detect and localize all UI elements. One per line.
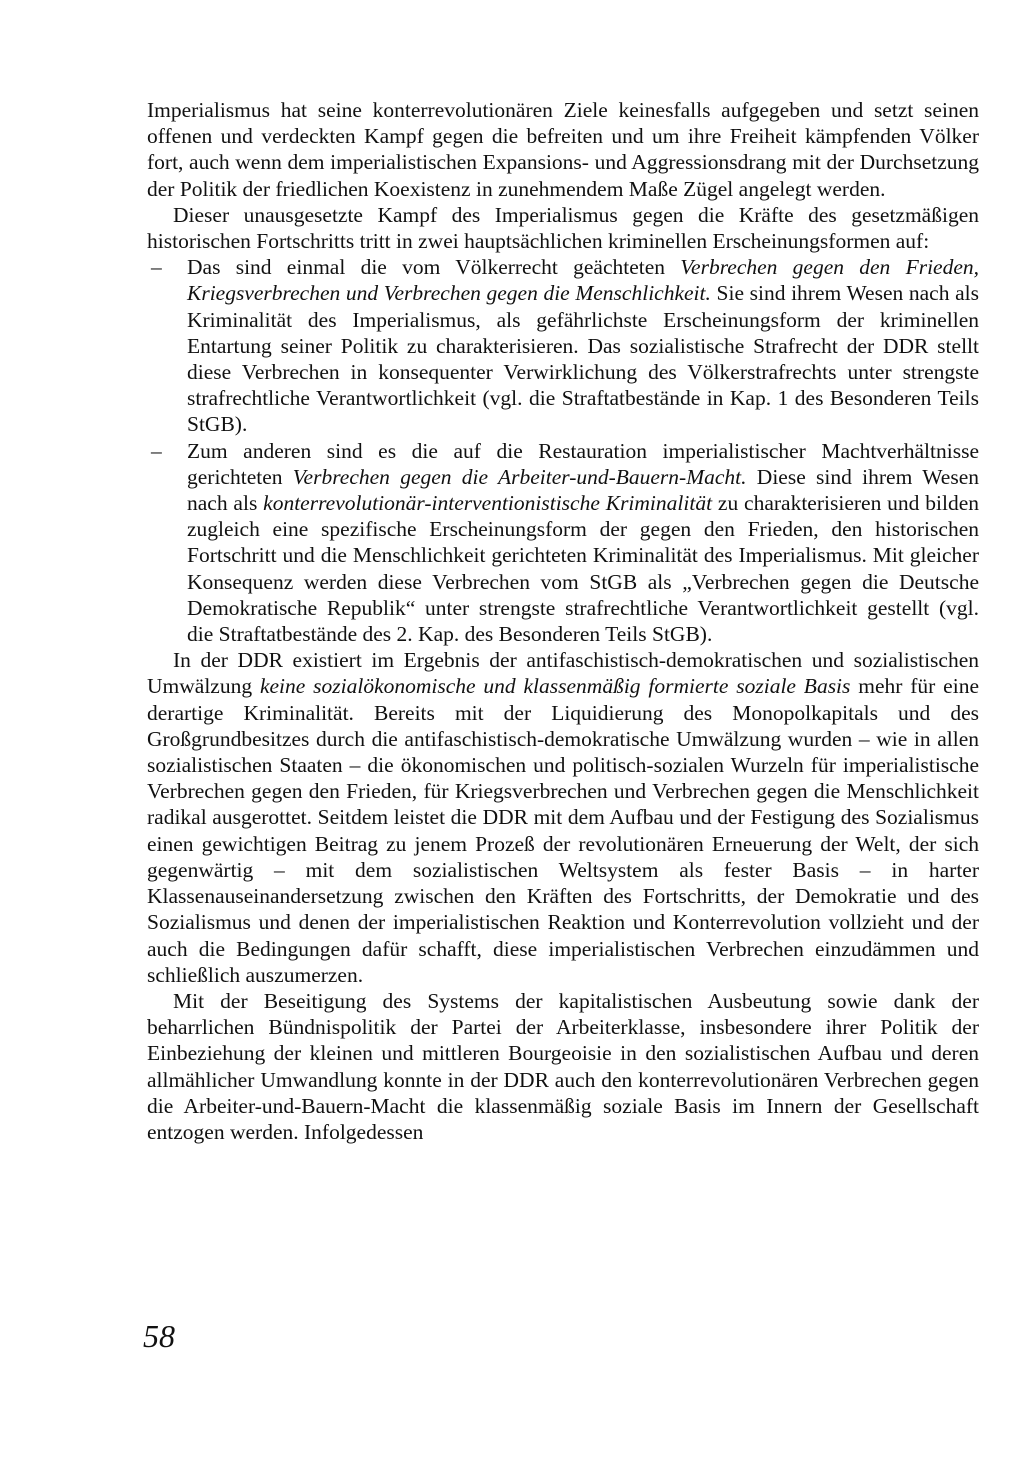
dash-bullet: –: [151, 255, 162, 280]
paragraph-ddr: In der DDR existiert im Ergebnis der antifaschistisch-demokratischen und sozialistischen Umwälzung keine sozialökonomische und klassenmäßig formierte soziale Basis mehr für eine derartige Kriminalität. Bereits mit der Liquidierung des Monopolkapitals und des Großgrundbesitzes durch die antifaschistisch-demokratische Umwälzung wurden – wie in allen sozialistischen Staaten – die ökonomischen und politisch-sozialen Wurzeln für imperialistische Verbrechen gegen den Frieden, für Kriegsverbrechen und Verbrechen gegen die Menschlichkeit radikal ausgerottet. Seitdem leistet die DDR mit dem Aufbau und der Festigung des Sozialismus einen gewichtigen Beitrag zu jenem Prozeß der revolutionären Erneuerung der Welt, der sich gegenwärtig – mit dem sozialistischen Weltsystem als fester Basis – in harter Klassenauseinandersetzung zwischen den Kräften des Fortschritts, der Demokratie und des Sozialismus und denen der imperialistischen Reaktion und Konterrevolution vollzieht und der auch die Bedingungen dafür schafft, diese imperialistischen Verbrechen einzudämmen und schließlich auszumerzen.: [147, 648, 979, 987]
list-item-1: – Das sind einmal die vom Völkerrecht geächteten Verbrechen gegen den Frieden, Kriegsverbrechen und Verbrechen gegen die Menschlichkeit. Sie sind ihrem Wesen nach als Kriminalität des Imperialismus, als gefährlichste Erscheinungsform der kriminellen Entartung seiner Politik zu charakterisieren. Das sozialistische Strafrecht der DDR stellt diese Verbrechen in konsequenter Verwirklichung des Völkerstrafrechts unter strengste strafrechtliche Verantwortlichkeit (vgl. die Straftatbestände in Kap. 1 des Besonderen Teils StGB).: [151, 255, 979, 437]
emphasis-text: keine sozialökonomische und klassenmäßig formierte soziale Basis: [259, 674, 851, 699]
list-item-2: – Zum anderen sind es die auf die Restauration imperialistischer Machtverhältnisse gerichteten Verbrechen gegen die Arbeiter-und-Bauern-Macht. Diese sind ihrem Wesen nach als konterrevolutionär-interventionistische Kriminalität zu charakterisieren und bilden zugleich eine spezifische Erscheinungsform der gegen den Frieden, den historischen Fortschritt und die Menschlichkeit gerichteten Kriminalität des Imperialismus. Mit gleicher Konsequenz werden diese Verbrechen vom StGB als „Verbrechen gegen die Deutsche Demokratische Republik“ unter strengste strafrechtliche Verantwortlichkeit gestellt (vgl. die Straftatbestände des 2. Kap. des Besonderen Teils StGB).: [151, 438, 979, 647]
body-text: [147, 97, 979, 1145]
paragraph-continuation: Imperialismus hat seine konterrevolutionären Ziele keinesfalls aufgegeben und setzt seinen offenen und verdeckten Kampf gegen die befreiten und um ihre Freiheit kämpfenden Völker fort, auch wenn dem imperialistischen Expansions- und Aggressionsdrang mit der Durchsetzung der Politik der friedlichen Koexistenz in zunehmendem Maße Zügel angelegt werden.: [147, 98, 979, 201]
paragraph-final: Mit der Beseitigung des Systems der kapitalistischen Ausbeutung sowie dank der beharrlichen Bündnispolitik der Partei der Arbeiterklasse, insbesondere ihrer Politik der Einbeziehung der kleinen und mittleren Bourgeoisie in den sozialistischen Aufbau und deren allmählicher Umwandlung konnte in der DDR auch den konterrevolutionären Verbrechen gegen die Arbeiter-und-Bauern-Macht die klassenmäßig soziale Basis im Innern der Gesellschaft entzogen werden. Infolgedessen: [147, 988, 979, 1144]
dash-bullet: –: [151, 438, 162, 463]
page-number: 58: [143, 1318, 175, 1354]
emphasis-text: Verbrechen gegen die Arbeiter-und-Bauern-Macht.: [292, 464, 747, 489]
emphasis-text: konterrevolutionär-interventionistische Kriminalität: [263, 491, 713, 516]
paragraph-intro: Dieser unausgesetzte Kampf des Imperialismus gegen die Kräfte des gesetzmäßigen historischen Fortschritts tritt in zwei hauptsächlichen kriminellen Erscheinungsformen auf:: [147, 202, 979, 254]
emphasis-text: Verbrechen gegen den Frieden, Kriegsverbrechen und Verbrechen gegen die Menschlichkeit.: [187, 255, 979, 306]
